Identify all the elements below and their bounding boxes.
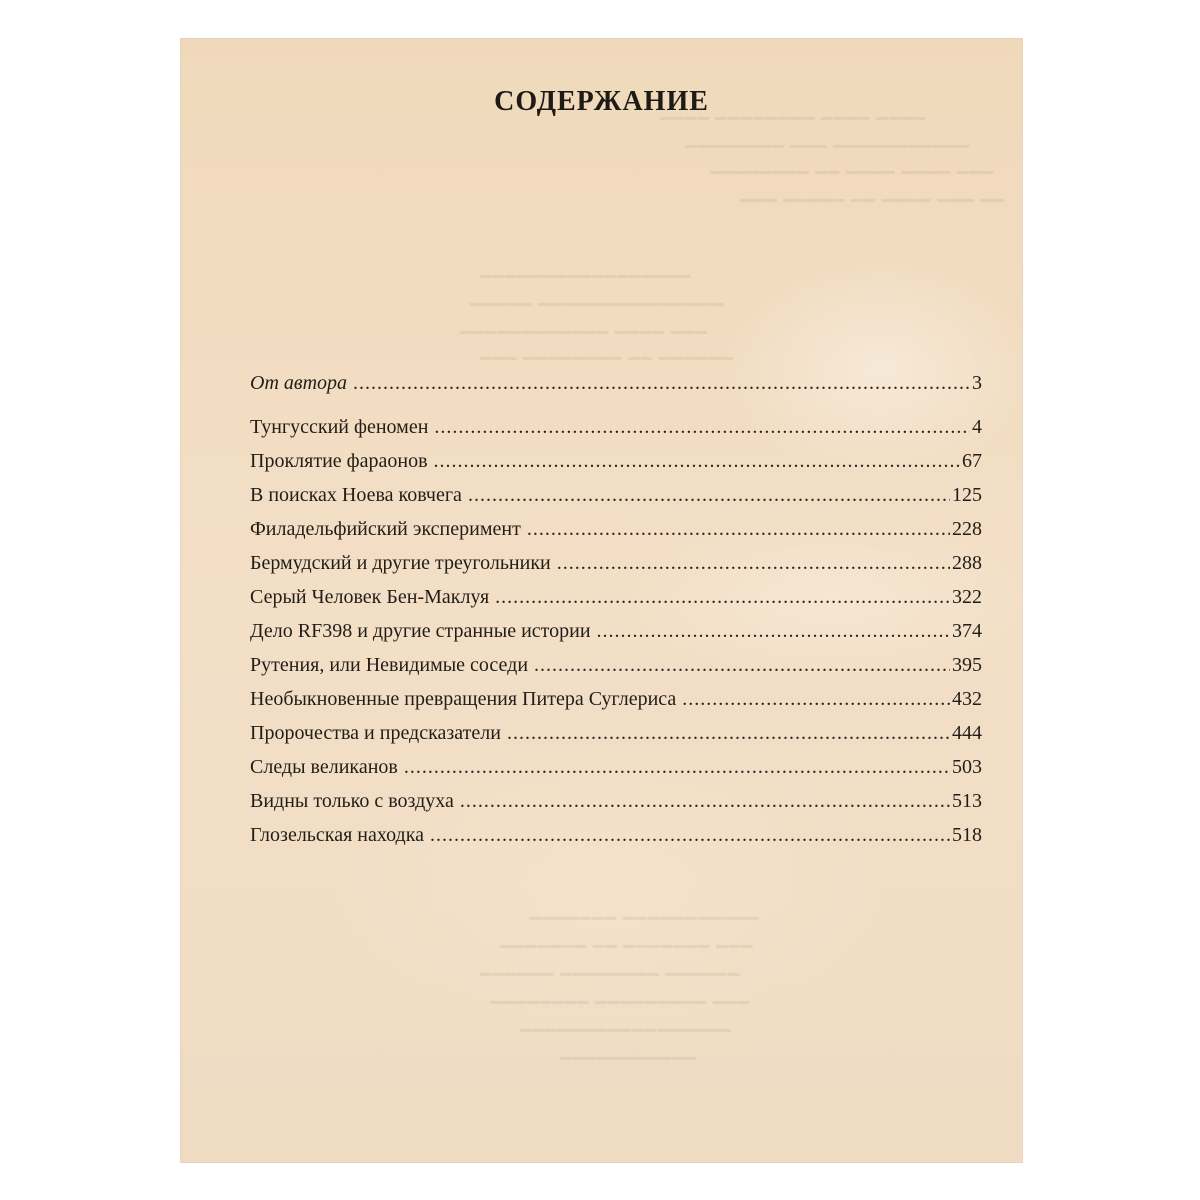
toc-entry — [250, 790, 982, 824]
dot-leader — [557, 552, 950, 575]
toc-entry — [250, 654, 982, 688]
toc-entry — [250, 586, 982, 620]
toc-entry — [250, 552, 982, 586]
dot-leader — [534, 654, 950, 677]
bleed-through-line: ━━━━ ━━━━━━━━ ━━━━ ━━━━ — [660, 109, 927, 130]
toc-entry — [250, 722, 982, 756]
toc-entry-page: 288 — [952, 552, 982, 574]
dot-leader — [353, 372, 970, 395]
dot-leader — [460, 790, 950, 813]
dot-leader — [434, 450, 960, 473]
toc-entry-title: Серый Человек Бен-Маклуя — [250, 586, 490, 608]
toc-entry-title: В поисках Ноева ковчега — [250, 484, 462, 506]
toc-entry-page: 67 — [962, 450, 982, 472]
dot-leader — [597, 620, 950, 643]
toc-entry-page: 4 — [972, 416, 982, 438]
toc-entry-title: Следы великанов — [250, 756, 398, 778]
bleed-through-line: ━━━━━━━ ━━ ━━━━━━━ ━━━ — [500, 937, 754, 958]
toc-entry-title: Бермудский и другие треугольники — [250, 552, 551, 574]
toc-entry — [250, 824, 982, 858]
toc-entry-page: 395 — [952, 654, 982, 676]
toc-entry — [250, 372, 982, 416]
dot-leader — [507, 722, 950, 745]
table-of-contents — [250, 372, 982, 858]
bleed-through-line: ━━━ ━━━━━━━━ ━━ ━━━━━━ — [480, 349, 734, 370]
dot-leader — [430, 824, 950, 847]
toc-entry-title: Видны только с воздуха — [250, 790, 454, 812]
toc-entry-page: 513 — [952, 790, 982, 812]
toc-entry-title: От автора — [250, 372, 348, 394]
bleed-through-line: ━━━━━━━━━━━━━━━━━ — [520, 1021, 732, 1042]
toc-entry-page: 444 — [952, 722, 982, 744]
bleed-through-line: ━━━ ━━━━━ ━━ ━━━━ ━━━ ━━ — [740, 191, 1006, 212]
dot-leader — [434, 416, 970, 439]
toc-entry — [250, 518, 982, 552]
bleed-through-line: ━━━━━━━━━━━ — [560, 1049, 697, 1070]
toc-entry-page: 322 — [952, 586, 982, 608]
toc-entry — [250, 620, 982, 654]
toc-entry — [250, 688, 982, 722]
dot-leader — [527, 518, 950, 541]
dot-leader — [468, 484, 950, 507]
dot-leader — [404, 756, 950, 779]
toc-entry-page: 228 — [952, 518, 982, 540]
toc-entry — [250, 484, 982, 518]
toc-entry-page: 3 — [972, 372, 982, 394]
bleed-through-line: ━━━━━ ━━━━━━━━━━━━━━━ — [470, 295, 725, 316]
toc-entry-title: Проклятие фараонов — [250, 450, 428, 472]
toc-entry-title: Пророчества и предсказатели — [250, 722, 501, 744]
bleed-through-line: ━━━━━━━━ ━━━━━━━━━ ━━━ — [490, 993, 751, 1014]
toc-entry-title: Глозельская находка — [250, 824, 424, 846]
toc-entry — [250, 450, 982, 484]
toc-entry-title: Дело RF398 и другие странные истории — [250, 620, 591, 642]
toc-entry-page: 518 — [952, 824, 982, 846]
dot-leader — [495, 586, 950, 609]
page-title: СОДЕРЖАНИЕ — [494, 86, 709, 117]
book-page — [180, 38, 1023, 1163]
bleed-through-line: ━━━━━━━━━━━━ ━━━━ ━━━ — [460, 323, 708, 344]
toc-entry — [250, 416, 982, 450]
dot-leader — [682, 688, 950, 711]
toc-entry-title: Тунгусский феномен — [250, 416, 429, 438]
toc-entry-page: 503 — [952, 756, 982, 778]
bleed-through-line: ━━━━━━━ ━━━━━━━━━━━ — [530, 909, 760, 930]
toc-entry-page: 374 — [952, 620, 982, 642]
bleed-through-line: ━━━━━━ ━━━━━━━━ ━━━━━━ — [480, 965, 741, 986]
toc-entry — [250, 756, 982, 790]
toc-entry-title: Филадельфийский эксперимент — [250, 518, 521, 540]
toc-entry-page: 125 — [952, 484, 982, 506]
bleed-through-line: ━━━━━━━━ ━━━ ━━━━━━━━━━━ — [685, 137, 971, 158]
bleed-through-line: ━━━━━━━━ ━━ ━━━━ ━━━━ ━━━ — [710, 163, 995, 184]
toc-entry-title: Рутения, или Невидимые соседи — [250, 654, 529, 676]
bleed-through-line: ━━━━━━━━━━━━━━━━━ — [480, 267, 692, 288]
toc-entry-page: 432 — [952, 688, 982, 710]
toc-entry-title: Необыкновенные превращения Питера Суглериса — [250, 688, 677, 710]
